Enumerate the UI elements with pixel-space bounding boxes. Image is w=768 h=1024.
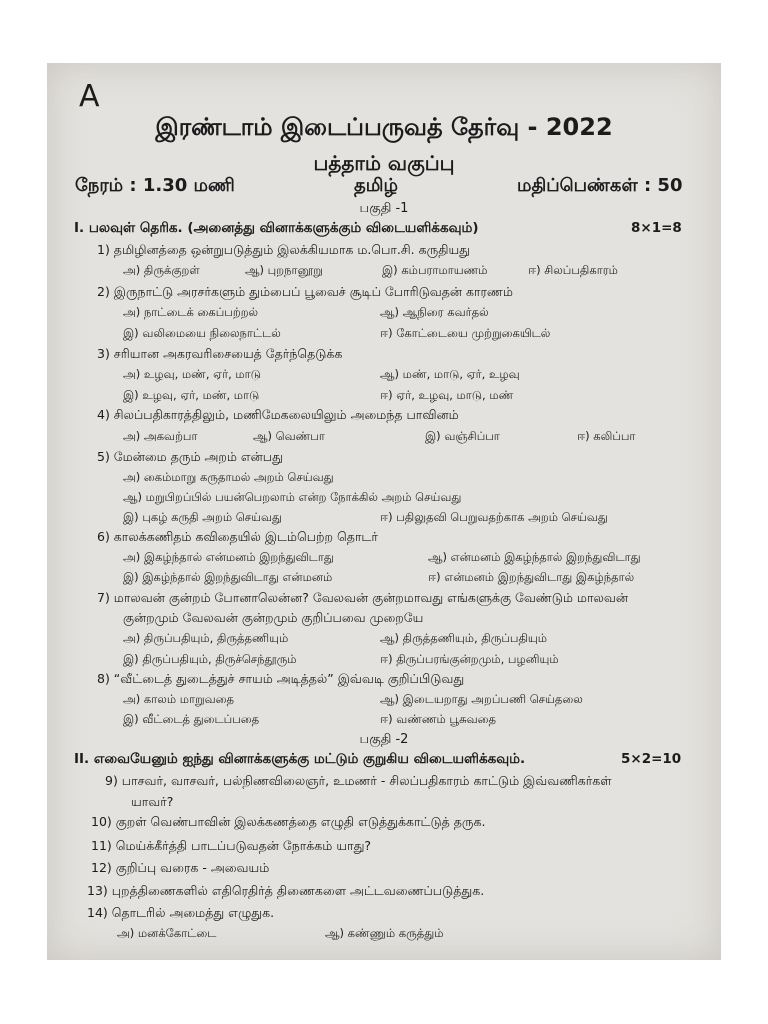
q7-option-d: ஈ) திருப்பரங்குன்றமும், பழனியும் [380, 652, 559, 666]
q8-option-b: ஆ) இடையறாது அறப்பணி செய்தலை [380, 692, 583, 706]
question-12: 12) குறிப்பு வரைக - அவையம் [91, 860, 270, 875]
q5-option-b: ஆ) மறுபிறப்பில் பயன்பெறலாம் என்ற நோக்கில் அறம் செய்வது [123, 490, 462, 504]
q3-option-b: ஆ) மண், மாடு, ஏர், உழவு [380, 367, 520, 381]
q6-option-a: அ) இகழ்ந்தால் என்மனம் இறந்துவிடாது [123, 550, 334, 564]
question-13: 13) புறத்திணைகளில் எதிரெதிர்த் திணைகளை அட்டவணைப்படுத்துக. [87, 883, 485, 898]
exam-title: இரண்டாம் இடைப்பருவத் தேர்வு - 2022 [155, 113, 613, 141]
q8-option-a: அ) காலம் மாறுவதை [123, 692, 234, 706]
max-marks: மதிப்பெண்கள் : 50 [517, 175, 683, 196]
question-11: 11) மெய்க்கீர்த்தி பாடப்படுவதன் நோக்கம் யாது? [91, 838, 372, 853]
q2-option-d: ஈ) கோட்டையை முற்றுகையிடல் [380, 326, 551, 340]
question-7-continued: குன்றமும் வேலவன் குன்றமும் குறிப்பவை முறையே [123, 610, 424, 625]
q6-option-b: ஆ) என்மனம் இகழ்ந்தால் இறந்துவிடாது [428, 550, 641, 564]
q2-option-b: ஆ) ஆநிரை கவர்தல் [380, 305, 489, 319]
question-3: 3) சரியான அகரவரிசையைத் தேர்ந்தெடுக்க [97, 346, 343, 361]
question-4: 4) சிலப்பதிகாரத்திலும், மணிமேகலையிலும் அமைந்த பாவினம் [97, 407, 459, 422]
question-7: 7) மாலவன் குன்றம் போனாலென்ன? வேலவன் குன்றமாவது எங்களுக்கு வேண்டும் மாலவன் [97, 590, 628, 605]
q5-option-d: ஈ) பதிலுதவி பெறுவதற்காக அறம் செய்வது [380, 510, 608, 524]
q2-option-a: அ) நாட்டைக் கைப்பற்றல் [123, 305, 259, 319]
question-6: 6) காலக்கணிதம் கவிதையில் இடம்பெற்ற தொடர் [97, 529, 378, 544]
q4-option-d: ஈ) கலிப்பா [577, 429, 636, 443]
q7-option-c: இ) திருப்பதியும், திருச்செந்தூரும் [123, 652, 297, 666]
set-letter: A [79, 79, 100, 114]
q5-option-a: அ) கைம்மாறு கருதாமல் அறம் செய்வது [123, 470, 334, 484]
question-9: 9) பாசவர், வாசவர், பல்நிணவிலைஞர், உமணர் - சிலப்பதிகாரம் காட்டும் இவ்வணிகர்கள் [105, 773, 612, 788]
q4-option-a: அ) அகவற்பா [123, 429, 198, 443]
q3-option-a: அ) உழவு, மண், ஏர், மாடு [123, 367, 261, 381]
question-10: 10) குறள் வெண்பாவின் இலக்கணத்தை எழுதி எடுத்துக்காட்டுத் தருக. [91, 814, 486, 829]
q3-option-c: இ) உழவு, ஏர், மண், மாடு [123, 388, 260, 402]
exam-time: நேரம் : 1.30 மணி [75, 175, 235, 196]
part1-label: பகுதி -1 [359, 201, 409, 216]
q1-option-b: ஆ) புறநானூறு [245, 263, 323, 277]
q8-option-c: இ) வீட்டைத் துடைப்பதை [123, 712, 260, 726]
subject-name: தமிழ் [354, 175, 398, 196]
q6-option-c: இ) இகழ்ந்தால் இறந்துவிடாது என்மனம் [123, 570, 333, 584]
question-14: 14) தொடரில் அமைத்து எழுதுக. [87, 905, 275, 920]
q4-option-c: இ) வஞ்சிப்பா [425, 429, 500, 443]
question-8: 8) “வீட்டைத் துடைத்துச் சாயம் அடித்தல்” இவ்வடி குறிப்பிடுவது [97, 671, 465, 686]
q5-option-c: இ) புகழ் கருதி அறம் செய்வது [123, 510, 282, 524]
q8-option-d: ஈ) வண்ணம் பூசுவதை [380, 712, 497, 726]
q14-option-b: ஆ) கண்ணும் கருத்தும் [325, 926, 444, 940]
part2-marks: 5×2=10 [621, 751, 682, 767]
class-name: பத்தாம் வகுப்பு [313, 151, 455, 175]
q7-option-a: அ) திருப்பதியும், திருத்தணியும் [123, 631, 289, 645]
q14-option-a: அ) மனக்கோட்டை [117, 926, 217, 940]
q2-option-c: இ) வலிமையை நிலைநாட்டல் [123, 326, 281, 340]
question-2: 2) இருநாட்டு அரசர்களும் தும்பைப் பூவைச் சூடிப் போரிடுவதன் காரணம் [97, 284, 513, 299]
q6-option-d: ஈ) என்மனம் இறந்துவிடாது இகழ்ந்தால் [428, 570, 635, 584]
q4-option-b: ஆ) வெண்பா [253, 429, 325, 443]
question-5: 5) மேன்மை தரும் அறம் என்பது [97, 449, 283, 464]
q1-option-a: அ) திருக்குறள் [123, 263, 200, 277]
q1-option-d: ஈ) சிலப்பதிகாரம் [528, 263, 618, 277]
question-9-continued: யாவர்? [131, 794, 174, 809]
part1-marks: 8×1=8 [631, 220, 682, 236]
question-1: 1) தமிழினத்தை ஒன்றுபடுத்தும் இலக்கியமாக ம.பொ.சி. கருதியது [97, 242, 471, 257]
exam-paper [47, 63, 721, 960]
part1-instruction: I. பலவுள் தெரிக. (அனைத்து வினாக்களுக்கும் விடையளிக்கவும்) [74, 220, 479, 236]
part2-label: பகுதி -2 [359, 732, 409, 747]
part2-instruction: II. எவையேனும் ஐந்து வினாக்களுக்கு மட்டும் குறுகிய விடையளிக்கவும். [74, 751, 526, 767]
q1-option-c: இ) கம்பராமாயணம் [382, 263, 488, 277]
q7-option-b: ஆ) திருத்தணியும், திருப்பதியும் [380, 631, 548, 645]
q3-option-d: ஈ) ஏர், உழவு, மாடு, மண் [380, 388, 514, 402]
